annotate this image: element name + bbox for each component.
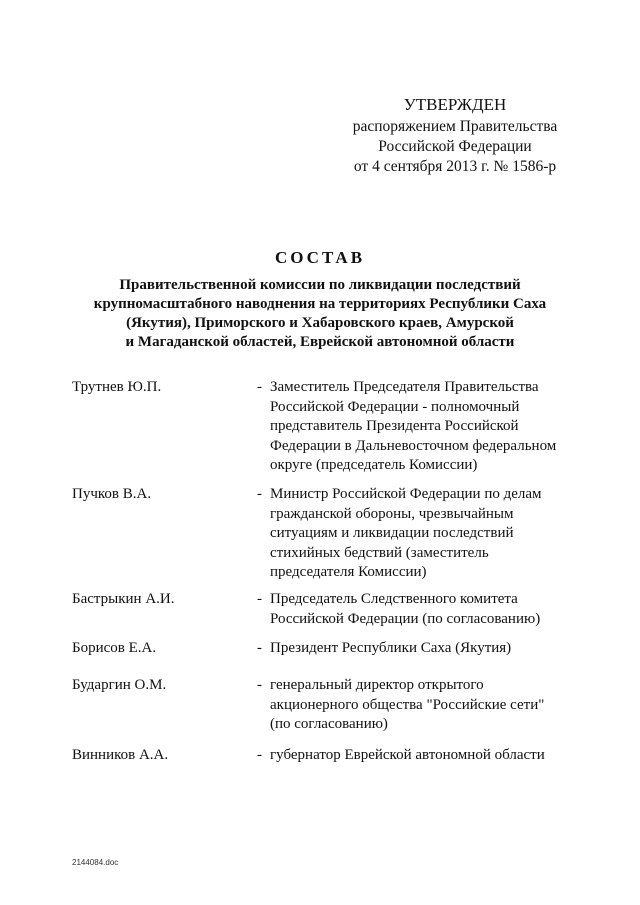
- approval-line: от 4 сентября 2013 г. № 1586-р: [353, 158, 557, 175]
- role-line: Министр Российской Федерации по делам: [270, 486, 542, 502]
- role-line: генеральный директор открытого: [270, 677, 484, 693]
- member-name: Борисов Е.А.: [72, 640, 157, 656]
- member-name: Пучков В.А.: [72, 486, 152, 502]
- member-name: Винников А.А.: [72, 747, 169, 763]
- document-title: СОСТАВ: [274, 248, 366, 267]
- approval-heading: УТВЕРЖДЕН: [403, 95, 507, 114]
- role-line: Федерации в Дальневосточном федеральном: [270, 437, 557, 454]
- role-line: председателя Комиссии): [270, 564, 427, 580]
- member-dash: -: [257, 747, 262, 763]
- approval-line: распоряжением Правительства: [352, 118, 558, 135]
- subtitle-line: и Магаданской областей, Еврейской автономной области: [125, 334, 515, 350]
- role-line: стихийных бедствий (заместитель: [270, 544, 489, 561]
- member-role: [270, 639, 570, 659]
- role-line: акционерного общества "Российские сети": [270, 696, 545, 713]
- footer-filename: 2144084.doc: [72, 858, 119, 867]
- role-line: гражданской обороны, чрезвычайным: [270, 505, 514, 522]
- member-name: Бастрыкин А.И.: [72, 591, 175, 607]
- member-role: [270, 746, 570, 766]
- subtitle-line: Правительственной комиссии по ликвидации последствий: [119, 277, 521, 293]
- role-line: губернатор Еврейской автономной области: [270, 747, 545, 763]
- role-line: округе (председатель Комиссии): [270, 457, 478, 473]
- member-role: [270, 378, 570, 476]
- approval-line: Российской Федерации: [378, 138, 532, 155]
- member-dash: -: [257, 591, 262, 607]
- role-line: (по согласованию): [270, 716, 388, 732]
- role-line: Заместитель Председателя Правительства: [270, 379, 539, 395]
- role-line: Председатель Следственного комитета: [270, 591, 518, 607]
- approval-stamp: [330, 95, 580, 177]
- document-subtitle: [80, 276, 560, 352]
- member-name: Бударгин О.М.: [72, 677, 167, 693]
- member-dash: -: [257, 640, 262, 656]
- member-dash: -: [257, 677, 262, 693]
- role-line: Российской Федерации (по согласованию): [270, 610, 541, 627]
- member-name: Трутнев Ю.П.: [72, 379, 162, 395]
- member-role: [270, 485, 570, 583]
- role-line: представитель Президента Российской: [270, 418, 519, 434]
- subtitle-line: (Якутия), Приморского и Хабаровского краев, Амурской: [126, 315, 514, 331]
- member-dash: -: [257, 379, 262, 395]
- role-line: Президент Республики Саха (Якутия): [270, 640, 512, 656]
- subtitle-line: крупномасштабного наводнения на территориях Республики Саха: [93, 296, 547, 312]
- member-dash: -: [257, 486, 262, 502]
- role-line: Российской Федерации - полномочный: [270, 398, 520, 415]
- role-line: ситуациям и ликвидации последствий: [270, 525, 514, 541]
- member-role: [270, 676, 570, 735]
- member-role: [270, 590, 570, 629]
